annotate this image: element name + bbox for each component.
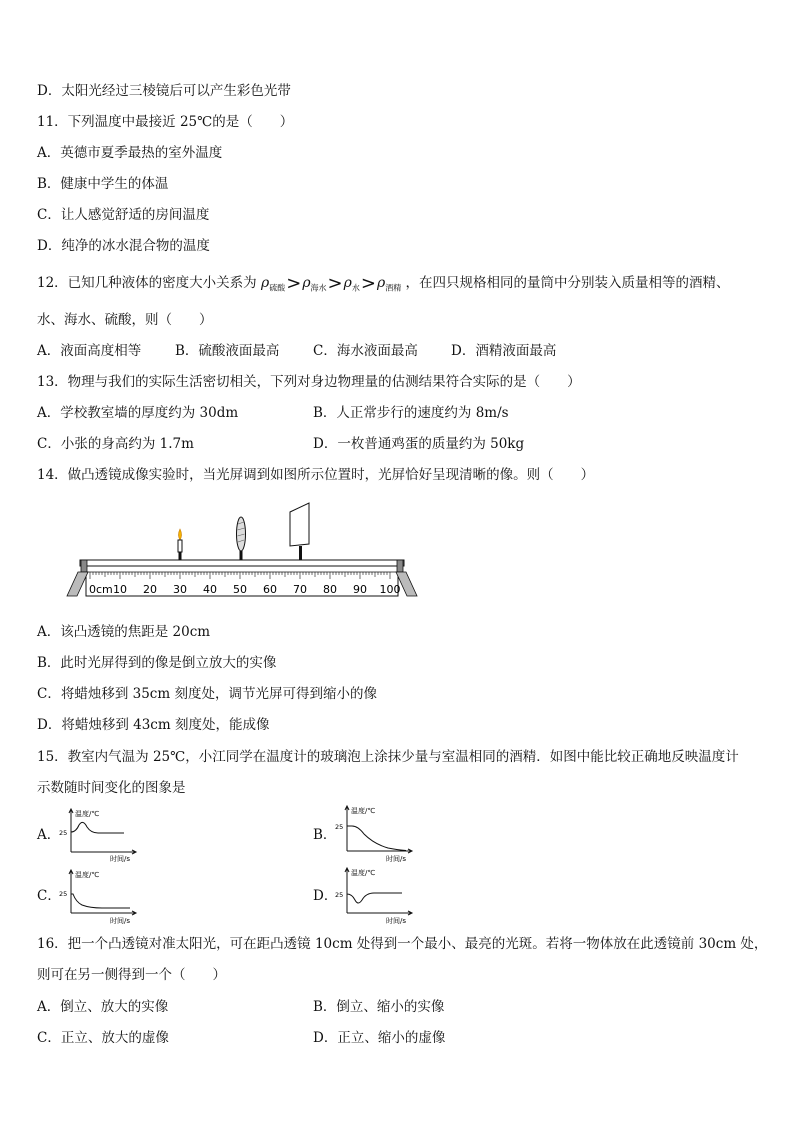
graph-d-ylabel: 温度/℃ [351,869,376,877]
graph-a-xlabel: 时间/s [110,855,131,863]
bench-tick-label: 0cm [89,583,113,596]
graph-option-d [334,866,416,926]
q16-stem-line2: 则可在另一侧得到一个（ ） [37,967,226,983]
graph-c-ylabel: 温度/℃ [75,871,100,879]
graph-b-ytick: 25 [335,823,344,831]
bench-leg-left [67,560,88,596]
rho-sub-sulfuric: 硫酸 [269,283,286,293]
graph-b-curve [347,826,406,851]
q12-stem-line2: 水、海水、硫酸，则（ ） [37,312,213,328]
q15-stem-line2: 示数随时间变化的图象是 [37,780,186,796]
q12-option-a: A．液面高度相等 [37,343,142,359]
graph-a-curve [71,822,124,833]
q11-stem: 11．下列温度中最接近 25℃的是（ ） [37,114,294,130]
q15-option-b-label: B． [313,827,337,843]
q15-stem-line1: 15．教室内气温为 25℃，小江同学在温度计的玻璃泡上涂抹少量与室温相同的酒精．如图中能比较正确地反映温度计 [37,749,739,765]
graph-b-ylabel: 温度/℃ [351,807,376,815]
q14-option-c: C．将蜡烛移到 35cm 刻度处，调节光屏可得到缩小的像 [37,686,377,702]
q15-option-a-label: A． [37,827,61,843]
graph-option-b [334,804,416,864]
graph-option-a [58,807,140,863]
bench-tick-label: 30 [173,583,187,596]
q13-option-a: A．学校教室墙的厚度约为 30dm [37,405,239,421]
q11-option-a: A．英德市夏季最热的室外温度 [37,145,223,161]
graph-c-curve [71,894,130,908]
q11-option-c: C．让人感觉舒适的房间温度 [37,207,210,223]
rho-symbol: ρ [260,275,270,291]
graph-d-curve [347,893,402,903]
gt-sign: > [327,273,343,294]
light-screen [290,503,309,560]
q15-option-d-label: D． [313,888,338,904]
graph-c-ytick: 25 [59,890,68,898]
rho-sub-alcohol: 酒精 [385,283,402,293]
bench-tick-label: 40 [203,583,217,596]
convex-lens [237,517,246,560]
q14-option-d: D．将蜡烛移到 43cm 刻度处，能成像 [37,717,270,733]
q16-option-b: B．倒立、缩小的实像 [313,999,445,1015]
bench-tick-label: 20 [143,583,157,596]
graph-option-c [58,868,140,926]
graph-a-ylabel: 温度/℃ [75,810,100,818]
graph-d-ytick: 25 [335,891,344,899]
q13-stem: 13．物理与我们的实际生活密切相关，下列对身边物理量的估测结果符合实际的是（ ） [37,374,581,390]
q16-option-d: D．正立、缩小的虚像 [313,1030,446,1046]
bench-tick-label: 70 [293,583,307,596]
rho-symbol: ρ [343,275,352,291]
bench-tick-label: 10 [113,583,127,596]
q12-option-d: D．酒精液面最高 [451,343,557,359]
graph-b-xlabel: 时间/s [386,855,407,863]
bench-tick-label: 60 [263,583,277,596]
q12-option-c: C．海水液面最高 [313,343,418,359]
bench-tick-label: 80 [323,583,337,596]
rho-symbol: ρ [302,275,311,291]
q13-option-c: C．小张的身高约为 1.7m [37,436,194,452]
q11-option-b: B．健康中学生的体温 [37,176,169,192]
q13-option-d: D．一枚普通鸡蛋的质量约为 50kg [313,436,525,452]
graph-d-xlabel: 时间/s [386,917,407,925]
q13-option-b: B．人正常步行的速度约为 8m/s [313,405,509,421]
optical-bench-figure [62,500,422,604]
q12-option-b: B．硫酸液面最高 [175,343,280,359]
q12-stem-prefix: 12．已知几种液体的密度大小关系为 [37,275,257,291]
rho-sub-seawater: 海水 [310,283,327,293]
graph-c-xlabel: 时间/s [110,917,131,925]
bench-tick-label: 90 [353,583,367,596]
density-formula [260,273,406,294]
bench-tick-label: 100 [379,583,401,596]
gt-sign: > [286,273,302,294]
rho-sub-water: 水 [351,283,360,293]
q14-option-b: B．此时光屏得到的像是倒立放大的实像 [37,655,277,671]
q16-option-c: C．正立、放大的虚像 [37,1030,169,1046]
graph-a-ytick: 25 [59,829,68,837]
candle [178,529,182,560]
rho-symbol: ρ [376,275,386,291]
q16-option-a: A．倒立、放大的实像 [37,999,169,1015]
q14-stem: 14．做凸透镜成像实验时，当光屏调到如图所示位置时，光屏恰好呈现清晰的像。则（ ） [37,467,595,483]
q16-stem-line1: 16．把一个凸透镜对准太阳光，可在距凸透镜 10cm 处得到一个最小、最亮的光斑。若将一物体放在此透镜前 30cm 处， [37,936,768,952]
q12-stem [37,274,730,298]
q14-option-a: A．该凸透镜的焦距是 20cm [37,624,211,640]
gt-sign: > [360,273,376,294]
bench-tick-label: 50 [233,583,247,596]
q15-option-c-label: C． [37,888,61,904]
q11-option-d: D．纯净的冰水混合物的温度 [37,238,210,254]
q12-stem-suffix: ，在四只规格相同的量筒中分别装入质量相等的酒精、 [405,275,730,291]
q10-option-d: D．太阳光经过三棱镜后可以产生彩色光带 [37,83,291,99]
